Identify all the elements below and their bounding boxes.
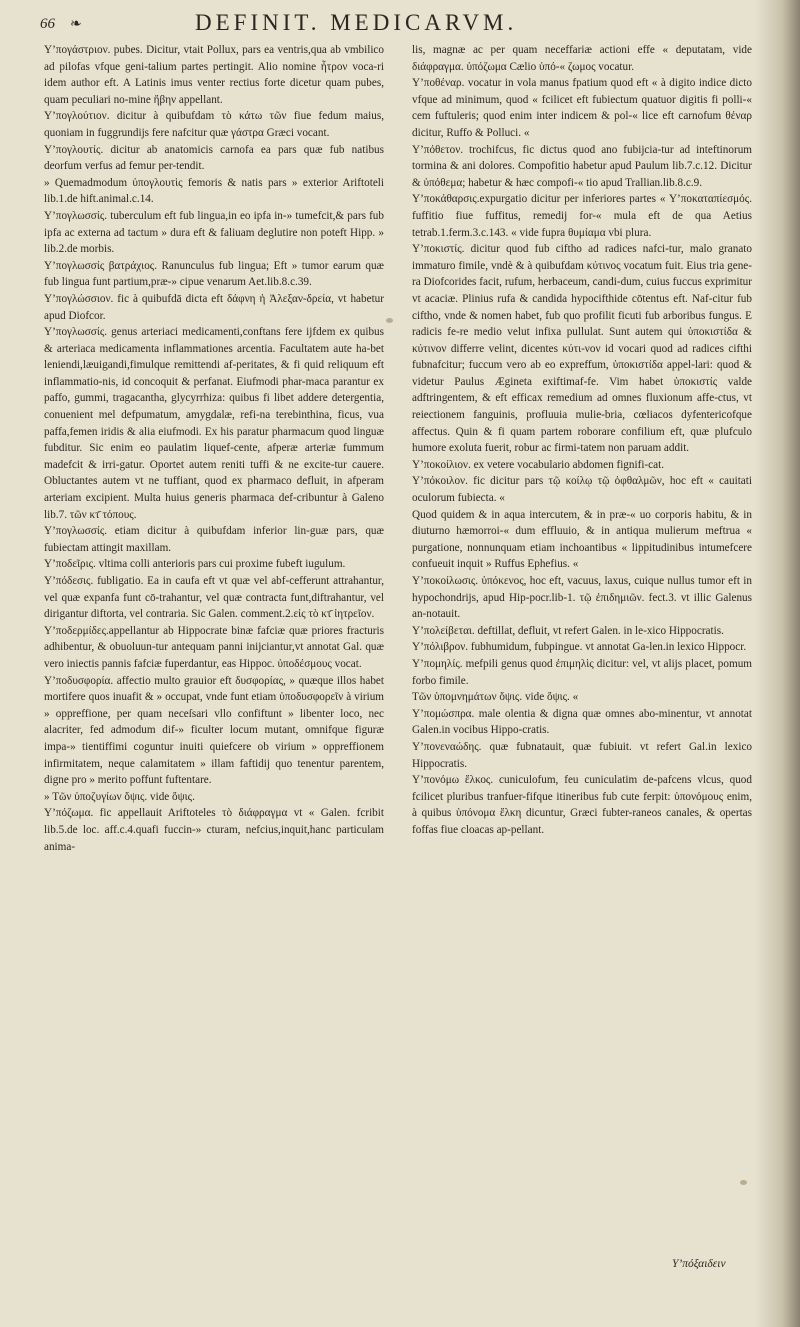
entry-hypokoilon: Y’πόκοιλον. fic dicitur pars τῷ κοίλῳ τῷ ὀφθαλμῶν, hoc eft « cauitati oculorum fubiecta. «	[412, 475, 752, 505]
entry-hypoglossis: Y’πογλωσσίς. tuberculum eft fub lingua,in eo ipfa in-» tumefcit,& pars fub ipfa ac externa ad tactum » dura eft & faliuam deglutire non poteft Hipp. » lib.2.de morbis.	[44, 209, 384, 256]
entry-hypoglutis: Y’πογλουτίς. dicitur ab anatomicis carnofa ea pars quæ fub natibus deorfum verfus ad femur per-tendit.	[44, 143, 384, 173]
entry-hypodermides: Y’ποδερμίδες.appellantur ab Hippocrate binæ fafciæ quæ priores fracturis adhibentur, & obuoluun-tur antequam panni inijciantur,vt annotat Gal. quæ vero iniectis pannis fafciæ fuperdantur, eas Hippoc. ὑποδέσμους vocat.	[44, 624, 384, 670]
entry-hyponenaodes: Y’πονεναώδης. quæ fubnatauit, quæ fubiuit. vt refert Gal.in lexico Hippocratis.	[412, 740, 752, 770]
entry-hypokistis: Y’ποκιστίς. dicitur quod fub ciftho ad radices nafci-tur, malo granato immaturo fimile, vndè & à quibufdam κύτινος vocatum fuit. Eius tria gene-ra Diofcorides facit, rufum, herbaceum, candi-dum, cuius fuccus exprimitur vt acaciæ. Plinius rufa & candida hypocifthide cōtentus eft. Naf-citur fub ciftho, vnde & nomen habet, fub quo profilit ficuti fub arboribus fungus. E radicis fe-re medio velut infixa pullulat. Sunt autem qui ὑποκιστίδα & κύτινον differre velint, dicentes κύτι-νον id vocari quod ad radices cifthi fubnafcitur; fuccum vero ab eo expreffum, ὑποκιστίδα appel-lari: quod & videtur Paulus Æginetа exiftimaf-fe. Vim habet ὑποκιστίς valde adftringentem, & eft efficax remedium ad omnes fluxionum affe-ctus, vt reiectionem fanguinis, profluuia mulie-bria, cœliacos dyfentericofque affectus. Quin & fi quam partem roborare confilium eft, quæ plufculo humore exoluta fuerit, robur ac firmi-tatem non paruam addit.	[412, 243, 752, 455]
entry-hypogastrion: Y’πογάστριον. pubes. Dicitur, vtait Pollux, pars ea ventris,qua ab vmbilico ad pilofas vfque geni-talium partes pertingit. Alio nomine ἦτρον voca-ri idem author eft. A Latinis imus venter rectius forte dicetur quam pubes, quam peculiari no-mine ἥβην appellant.	[44, 44, 384, 106]
entry-hypoleibetai: Y’πολείβεται. deftillat, defluit, vt refert Galen. in le-xico Hippocratis.	[412, 624, 724, 637]
entry-hypoglossis-medicament: Y’πογλωσσίς. genus arteriaci medicamenti,conftans fere ijfdem ex quibus & arteriaca medicamenta inflammationes arcentia. Facultatem aute ha-bet leniendi,læuigandi,fimulque remittendi af-peritates, & fi quid reliquum eft inflammatio-nis, id concoquit & perfanat. Eiufmodi phar-maca parantur ex paffo, gummi, tragacantha, glycyrrhiza: quibus fi libet addere detergentia, conuenient mel defpumatum, amygdalæ, refi-na terebinthina, ficus, vua paffa,femen iridis & alia eiufmodi. Ex his paratur pharmacum quod linguæ fubditur. Sic enim eo paulatim liquef-cente, afperæ arteriæ fummum madefcit & irri-gatur. Oportet autem reniti tuffi & ne excite-tur cauere. Obluctantes autem vt ne tuffiant, quod ex pharmaco defluit, in afperam arteriam excipient. Multa huius generis pharmaca def-cribuntur à Galeno lib.7. τῶν κτ̄ τόπους.	[44, 326, 384, 521]
entry-hypoglossis-lingua: Y’πογλωσσίς. etiam dicitur à quibufdam inferior lin-guæ pars, quæ fubiectam attingit maxillam.	[44, 525, 384, 554]
entry-hypomospra: Y’πομώσπρα. male olentia & digna quæ omnes abo-minentur, vt annotat Galen.in vocibus Hippo-cratis.	[412, 707, 752, 737]
paper-wormhole	[740, 1180, 747, 1185]
entry-hypozoma: Y’πόζωμα. fic appellauit Ariftoteles τὸ διάφραγμα vt « Galen. fcribit lib.5.de loc. aff.c.4.quafi fuccin-» cturam, nefcius,inquit,hanc particulam anima-	[44, 807, 384, 853]
entry-hypotheton: Y’πόθετον. trochifcus, fic dictus quod ano fubijcia-tur ad inteftinorum tormina & ani dolores. Compofitio habetur apud Paulum lib.7.c.12. Dicitur & ὑπόθεμα; habetur & hæc compofi-« tio apud Trallian.lib.8.c.9.	[412, 143, 752, 189]
entry-hypokoilion: Y’ποκοίλιον. ex vetere vocabulario abdomen fignifi-cat.	[412, 458, 664, 471]
entry-hypokoilon-quote: Quod quidem & in aqua intercutem, & in præ-« uo corporis habitu, & in diuturno hæmorroi-« dum effluuio, & in antiqua mulierum meftrua « purgatione, nonnunquam etiam inchoantibus « lippitudinibus intumefcere confueuit inquit » Ruffus Ephefius. «	[412, 508, 752, 571]
right-column	[412, 42, 752, 839]
entry-hyponomo-helkos: Y’πονόμω ἕλκος. cuniculofum, feu cuniculatim de-pafcens vlcus, quod fcilicet pluribus tranfuer-fifque itineribus fub cute ferpit: ὑπονόμους enim, à quibus ὑπόνομα ἕλκη dicuntur, Græci fubter-raneos canales, & opertas foffas fiue cloacas ap-pellant.	[412, 774, 752, 836]
entry-hypodysphoria: Y’ποδυσφορία. affectio multo grauior eft δυσφορίας, » quæque illos habet mortifere quos inuafit & » occupat, vnde funt etiam ὑποδυσφορεῖν à virium » oppreffione, per quam neceſsari vllo confiftunt » libenter loco, nec alacriter, fed admodum dif-» ficulter locum mutant, omnifque figuræ impa-» tientiffimi coguntur inuiti quiefcere ob virium » oppreffionem infirmitatem, neque calamitatem » illam faftidij quo tenentur parentem, digne pro » merito poffunt fuftentare.	[44, 674, 384, 787]
entry-hypozoma-continued: lis, magnæ ac per quam neceffariæ actioni effe « deputatam, vide διάφραγμα. ὑπόζωμα Cælio ὑπό-« ζωμος vocatur.	[412, 44, 752, 73]
entry-hypomnematon: Τῶν ὑπομνημάτων ὄψις. vide ὄψις. «	[412, 691, 579, 704]
running-title: DEFINIT. MEDICARVM.	[195, 10, 518, 35]
catchword: Y’πόξαιδειν	[672, 1258, 726, 1270]
entry-hypozygion: » Τῶν ὑποζυγίων ὄψις. vide ὄψις.	[44, 790, 195, 803]
entry-hypomelis: Y’πομηλίς. mefpili genus quod ἐπιμηλὶς dicitur: vel, vt alijs placet, pomum forbo fimile.	[412, 657, 752, 687]
page-gutter-shadow	[755, 0, 800, 1327]
entry-hypoglossion: Y’πογλώσσιον. fic à quibufdā dicta eft δάφνη ἡ Ἀλεξαν-δρεία, vt habetur apud Diofcor.	[44, 292, 384, 322]
entry-hypokatharsis: Y’ποκάθαρσις.expurgatio dicitur per inferiores partes « Y’ποκαταπίεσμός. fuffitio fiue fuffitus, remedij for-« mula eft de qua Aetius tetrab.1.ferm.3.c.143. « vide fupra θυμίαμα vbi plura.	[412, 193, 752, 239]
page-number: 66	[40, 16, 55, 32]
fleuron-ornament: ❧	[70, 17, 82, 32]
entry-hypodesis: Y’πόδεσις. fubligatio. Ea in caufa eft vt quæ vel abf-cefferunt attrahantur, vel quæ expanfa funt cō-trahantur, vel quæ contracta funt,diftrahantur, vel dirigantur diftorta, vel contraria. Sic Galen. comment.2.εἰς τὸ κτ̄ ἰητρεῖον.	[44, 575, 384, 621]
entry-hypoglutis-note: » Quemadmodum ὑπογλουτὶς femoris & natis pars » exterior Ariftoteli lib.1.de hift.animal.c.14.	[44, 176, 384, 206]
entry-hypoglution: Y’πογλούτιον. dicitur à quibufdam τὸ κάτω τῶν fiue fedum maius, quoniam in fuggrundijs fere nafcitur quæ γάστρα Græci vocant.	[44, 110, 384, 139]
left-column	[44, 42, 384, 855]
entry-hypoglossis-batrachios: Y’πογλωσσίς βατράχιος. Ranunculus fub lingua; Eft » tumor earum quæ fub lingua funt partium,præ-» cipue venarum Aet.lib.8.c.39.	[44, 259, 384, 289]
entry-hypoderis: Y’ποδεῖρις. vltima colli anterioris pars cui proxime fubeft iugulum.	[44, 558, 346, 571]
entry-hypothenar: Y’ποθέναρ. vocatur in vola manus fpatium quod eft « à digito indice dicto vfque ad minimum, quod « fcilicet eft fubiectum quatuor digitis fi polli-« cem fuftuleris; quod enim inter indicem & pol-« lice eft carnofum θέναρ dicitur, Ruffo & Polluci. «	[412, 77, 752, 139]
paper-wormhole	[386, 318, 393, 323]
entry-hypokoilosis: Y’ποκοίλωσις. ὑπόκενος, hoc eft, vacuus, laxus, cuique nullus tumor eft in hypochondrijs, apud Hip-pocr.lib-1. τῷ ἐπιδημιῶν. fect.3. vt illic Galenus an-notauit.	[412, 575, 752, 621]
page-header	[40, 4, 740, 38]
entry-hypolibron: Y’πόλιβρον. fubhumidum, fubpingue. vt annotat Ga-len.in lexico Hippocr.	[412, 641, 747, 654]
